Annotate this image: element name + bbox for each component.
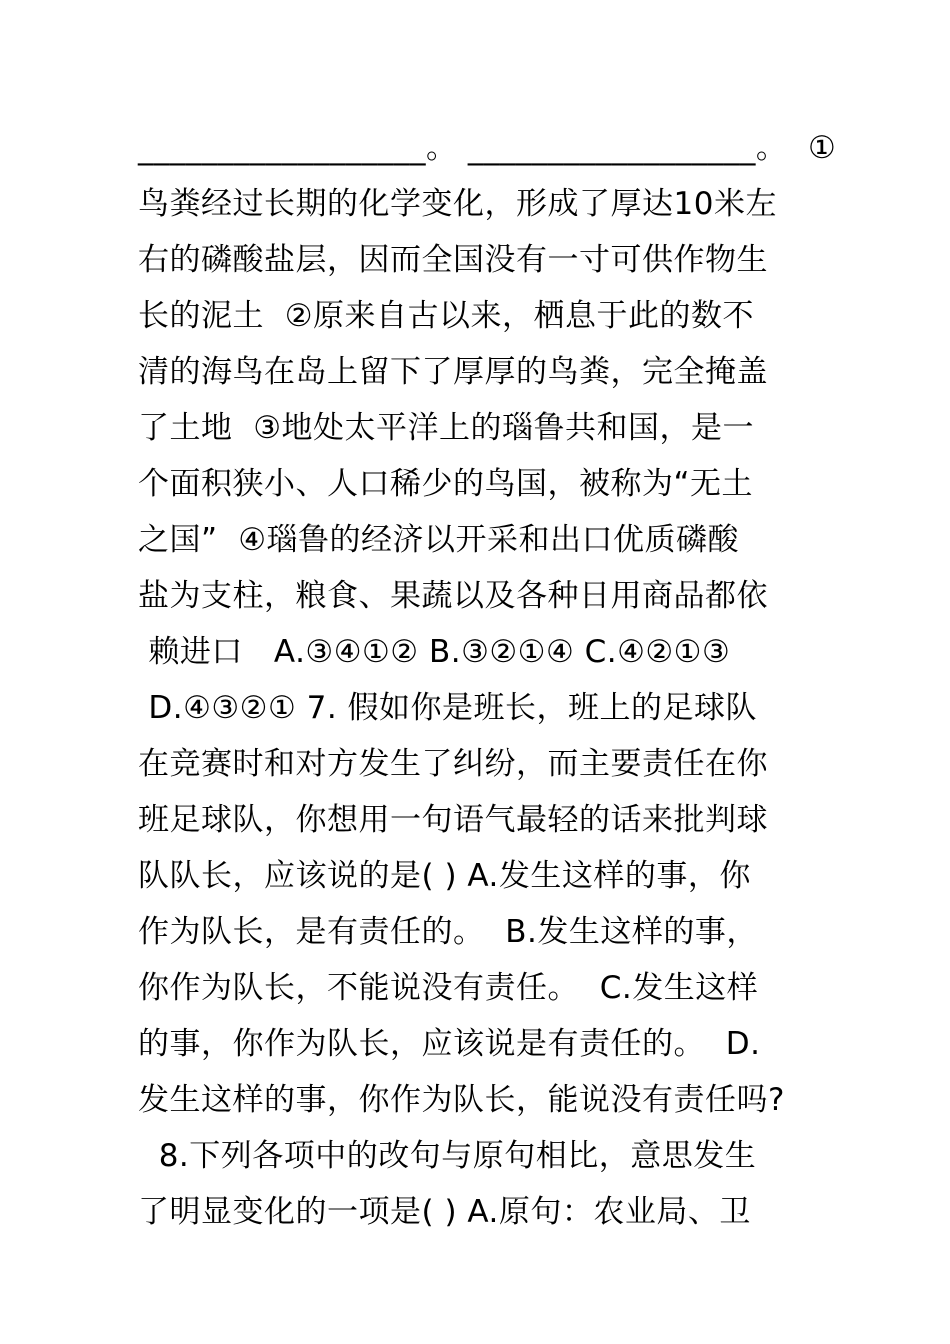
text-line-20: 了明显变化的一项是( ) A.原句：农业局、卫 bbox=[138, 1194, 751, 1230]
text-line-3: 右的磷酸盐层，因而全国没有一寸可供作物生 bbox=[138, 242, 768, 278]
text-line-12: 在竞赛时和对方发生了纠纷，而主要责任在你 bbox=[138, 746, 768, 782]
text-line-13: 班足球队，你想用一句语气最轻的话来批判球 bbox=[138, 802, 768, 838]
text-line-7: 个面积狭小、人口稀少的鸟国，被称为“无土 bbox=[138, 466, 754, 502]
text-line-5: 清的海鸟在岛上留下了厚厚的鸟粪，完全掩盖 bbox=[138, 354, 768, 390]
text-line-18: 发生这样的事，你作为队长，能说没有责任吗? bbox=[138, 1082, 785, 1118]
text-line-6: 了土地 ③地处太平洋上的瑙鲁共和国，是一 bbox=[138, 410, 754, 446]
text-line-14: 队队长，应该说的是( ) A.发生这样的事，你 bbox=[138, 858, 751, 894]
text-line-15: 作为队长，是有责任的。 B.发生这样的事， bbox=[138, 914, 758, 950]
text-line-16: 你作为队长，不能说没有责任。 C.发生这样 bbox=[138, 970, 759, 1006]
text-line-9: 盐为支柱，粮食、果蔬以及各种日用商品都依 bbox=[138, 578, 768, 614]
text-line-8: 之国” ④瑙鲁的经济以开采和出口优质磷酸 bbox=[138, 522, 740, 558]
text-line-19: 8.下列各项中的改句与原句相比，意思发生 bbox=[138, 1138, 757, 1174]
text-line-4: 长的泥土 ②原来自古以来，栖息于此的数不 bbox=[138, 298, 754, 334]
text-line-2: 鸟粪经过长期的化学变化，形成了厚达10米左 bbox=[138, 186, 777, 222]
text-line-11: D.④③②① 7. 假如你是班长，班上的足球队 bbox=[138, 690, 758, 726]
text-line-10: 赖进口 A.③④①② B.③②①④ C.④②①③ bbox=[138, 634, 731, 670]
text-line-1: __________________。 __________________。 ① bbox=[138, 130, 837, 166]
text-line-17: 的事，你作为队长，应该说是有责任的。 D. bbox=[138, 1026, 761, 1062]
